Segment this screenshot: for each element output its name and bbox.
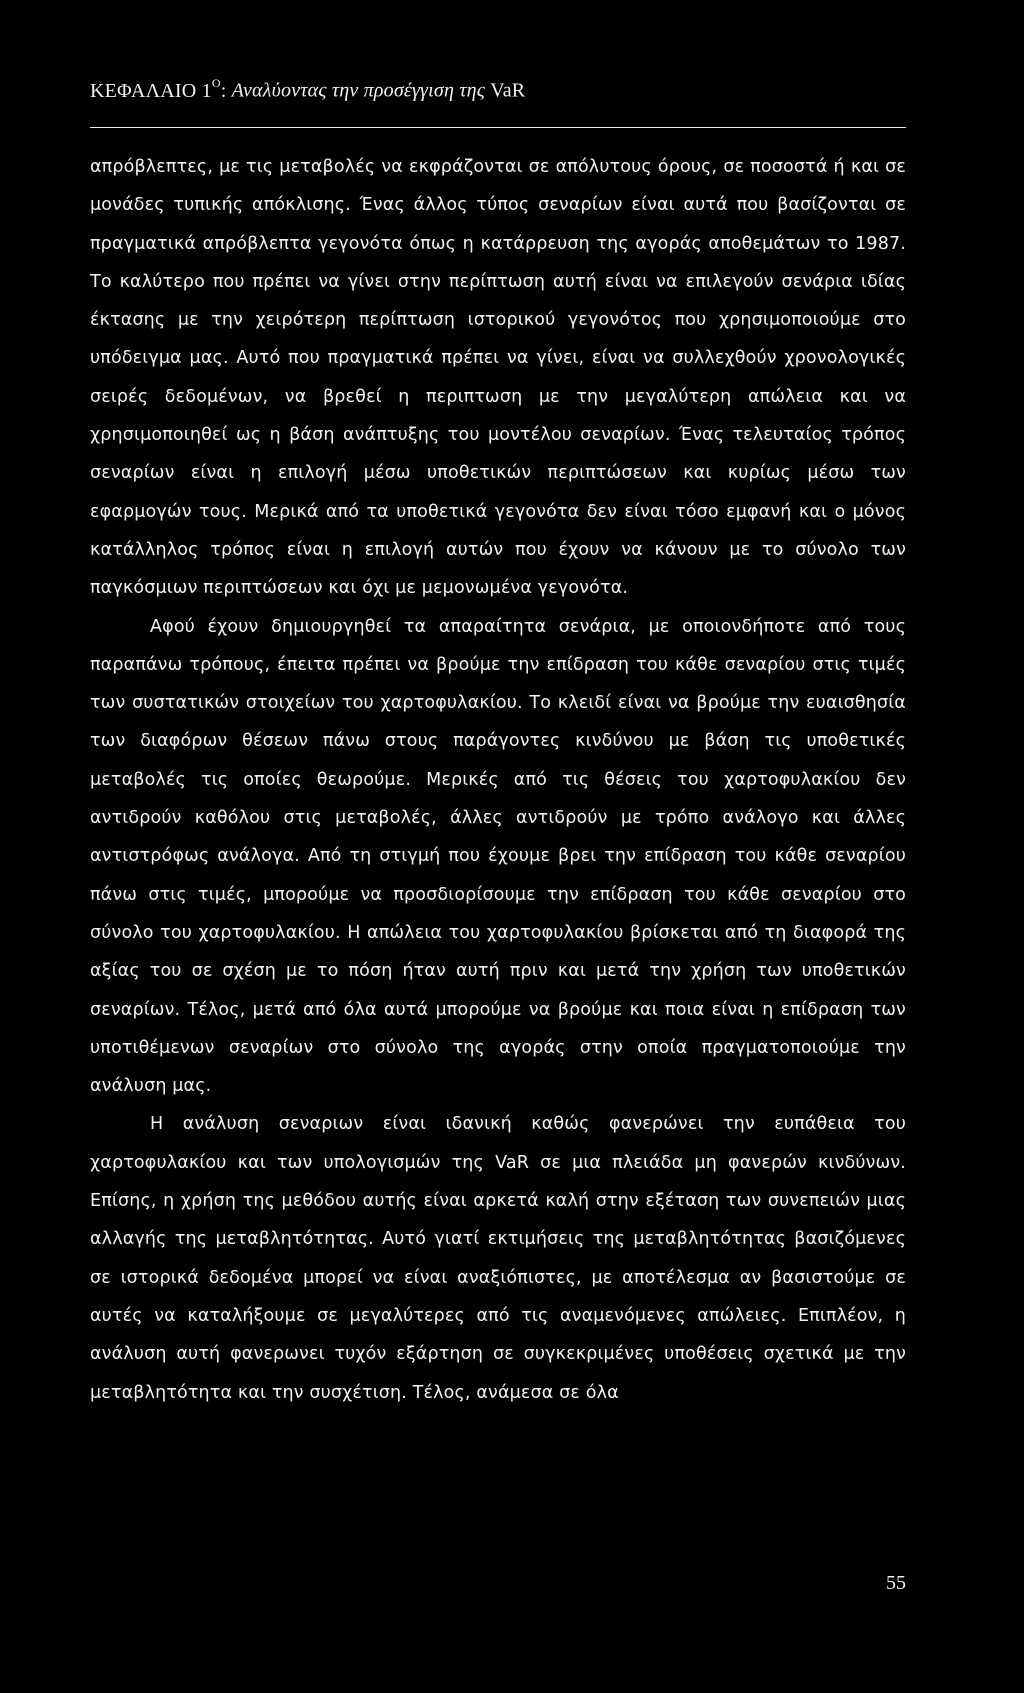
header-separator: : — [220, 79, 227, 102]
chapter-acronym: VaR — [490, 79, 526, 102]
chapter-label — [90, 76, 227, 102]
body-text — [90, 148, 906, 1412]
running-header — [90, 78, 525, 103]
header-rule — [90, 127, 906, 128]
paragraph-3: Η ανάλυση σεναριων είναι ιδανική καθώς φανερώνει την ευπάθεια του χαρτοφυλακίου και των υπολογισμών της VaR σε μια πλειάδα μη φανερών κινδύνων. Επίσης, η χρήση της μεθόδου αυτής είναι αρκετά καλή στην εξέταση των συνεπειών μιας αλλαγής της μεταβλητότητας. Αυτό γιατί εκτιμήσεις της μεταβλητότητας βασιζόμενες σε ιστορικά δεδομένα μπορεί να είναι αναξιόπιστες, με αποτέλεσμα αν βασιστούμε σε αυτές να καταλήξουμε σε μεγαλύτερες από τις αναμενόμενες απώλειες. Επιπλέον, η ανάλυση αυτή φανερωνει τυχόν εξάρτηση σε συγκεκριμένες υποθέσεις σχετικά με την μεταβλητότητα και την συσχέτιση. Τέλος, ανάμεσα σε όλα — [90, 1114, 906, 1403]
chapter-subtitle: Αναλύοντας την προσέγγιση της — [231, 79, 486, 102]
paragraph-2: Αφού έχουν δημιουργηθεί τα απαραίτητα σενάρια, με οποιονδήποτε από τους παραπάνω τρόπους, έπειτα πρέπει να βρούμε την επίδραση του κάθε σεναρίου στις τιμές των συστατικών στοιχείων του χαρτοφυλακίου. Το κλειδί είναι να βρούμε την ευαισθησία των διαφόρων θέσεων πάνω στους παράγοντες κινδύνου με βάση τις υποθετικές μεταβολές τις οποίες θεωρούμε. Μερικές από τις θέσεις του χαρτοφυλακίου δεν αντιδρούν καθόλου στις μεταβολές, άλλες αντιδρούν με τρόπο ανάλογο και άλλες αντιστρόφως ανάλογα. Από τη στιγμή που έχουμε βρει την επίδραση του κάθε σεναρίου πάνω στις τιμές, μπορούμε να προσδιορίσουμε την επίδραση του κάθε σεναρίου στο σύνολο του χαρτοφυλακίου. Η απώλεια του χαρτοφυλακίου βρίσκεται από τη διαφορά της αξίας του σε σχέση με το πόση ήταν αυτή πριν και μετά την χρήση των υποθετικών σεναρίων. Τέλος, μετά από όλα αυτά μπορούμε να βρούμε και ποια είναι η επίδραση των υποτιθέμενων σεναρίων στο σύνολο της αγοράς στην οποία πραγματοποιούμε την ανάλυση μας. — [90, 616, 906, 1097]
chapter-superscript: Ο — [211, 76, 221, 90]
chapter-number: ΚΕΦΑΛΑΙΟ 1 — [90, 79, 212, 102]
page-number: 55 — [886, 1572, 906, 1594]
paragraph-1: απρόβλεπτες, με τις μεταβολές να εκφράζονται σε απόλυτους όρους, σε ποσοστά ή και σε μονάδες τυπικής απόκλισης. Ένας άλλος τύπος σεναρίων είναι αυτά που βασίζονται σε πραγματικά απρόβλεπτα γεγονότα όπως η κατάρρευση της αγοράς αποθεμάτων το 1987. Το καλύτερο που πρέπει να γίνει στην περίπτωση αυτή είναι να επιλεγούν σενάρια ιδίας έκτασης με την χειρότερη περίπτωση ιστορικού γεγονότος που χρησιμοποιούμε στο υπόδειγμα μας. Αυτό που πραγματικά πρέπει να γίνει, είναι να συλλεχθούν χρονολογικές σειρές δεδομένων, να βρεθεί η περιπτωση με την μεγαλύτερη απώλεια και να χρησιμοποιηθεί ως η βάση ανάπτυξης του μοντέλου σεναρίων. Ένας τελευταίος τρόπος σεναρίων είναι η επιλογή μέσω υποθετικών περιπτώσεων και κυρίως μέσω των εφαρμογών τους. Μερικά από τα υποθετικά γεγονότα δεν είναι τόσο εμφανή και ο μόνος κατάλληλος τρόπος είναι η επιλογή αυτών που έχουν να κάνουν με το σύνολο των παγκόσμιων περιπτώσεων και όχι με μεμονωμένα γεγονότα. — [90, 157, 906, 599]
